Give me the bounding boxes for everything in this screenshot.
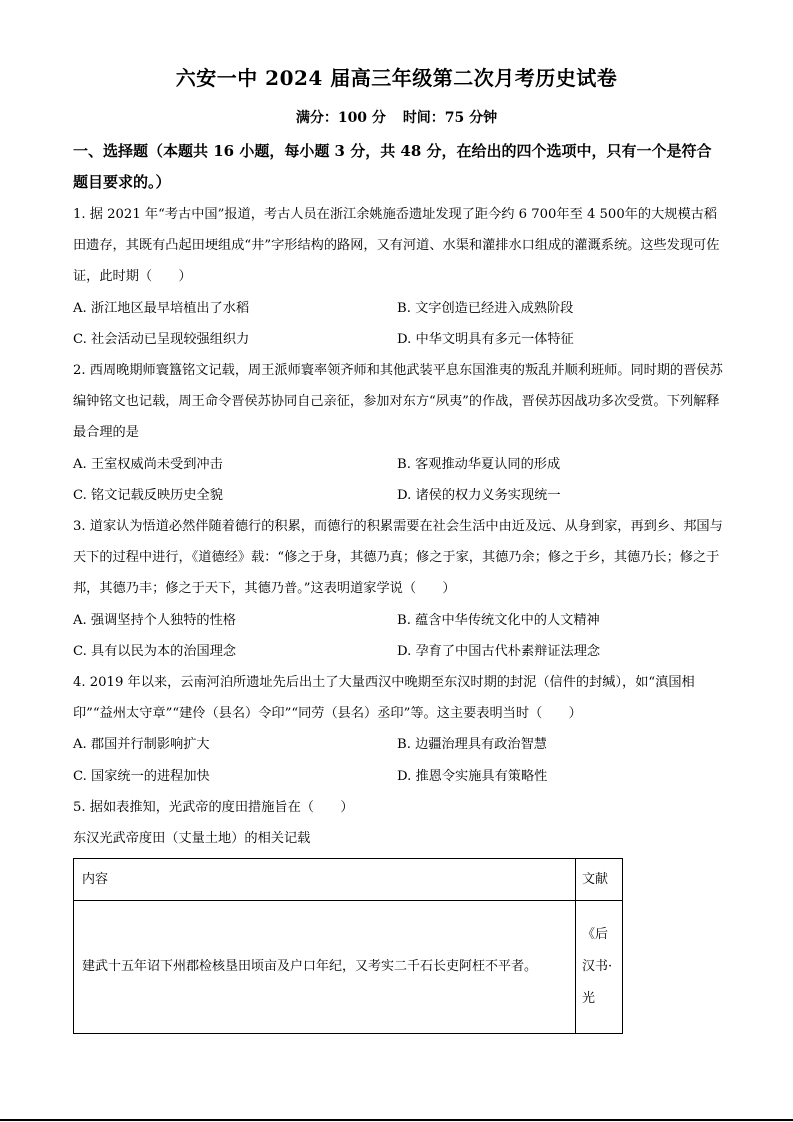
q2-option-c: C. 铭文记载反映历史全貌 <box>73 487 223 503</box>
q1-option-a: A. 浙江地区最早培植出了水稻 <box>73 300 250 316</box>
q4-option-d: D. 推恩令实施具有策略性 <box>397 768 548 784</box>
question-1-options <box>73 293 723 355</box>
q3-option-b: B. 蕴含中华传统文化中的人文精神 <box>397 612 600 628</box>
q1-option-b: B. 文字创造已经进入成熟阶段 <box>397 300 574 316</box>
question-1-stem: 1. 据 2021 年“考古中国”报道，考古人员在浙江余姚施岙遗址发现了距今约 6 700年至 4 500年的大规模古稻田遗存，其既有凸起田埂组成“井”字形结构的路网，又有河道、水渠和灌排水口组成的灌溉系统。这些发现可佐证，此时期（ ） <box>73 207 720 285</box>
section-heading: 一、选择题（本题共 16 小题，每小题 3 分，共 48 分，在给出的四个选项中，只有一个是符合题目要求的。） <box>73 142 712 191</box>
q3-option-c: C. 具有以民为本的治国理念 <box>73 643 237 659</box>
q4-option-a: A. 郡国并行制影响扩大 <box>73 737 210 753</box>
row-source-cell: 《后汉书·光 <box>576 901 623 1034</box>
q2-option-d: D. 诸侯的权力义务实现统一 <box>397 487 561 503</box>
q1-option-c: C. 社会活动已呈现较强组织力 <box>73 331 250 347</box>
q4-option-b: B. 边疆治理具有政治智慧 <box>397 737 547 753</box>
question-5-stem: 5. 据如表推知，光武帝的度田措施旨在（ ） <box>73 799 354 815</box>
question-4-options <box>73 729 723 791</box>
q2-option-b: B. 客观推动华夏认同的形成 <box>397 456 561 472</box>
q3-option-d: D. 孕育了中国古代朴素辩证法理念 <box>397 643 601 659</box>
table-row <box>74 901 623 1034</box>
q1-option-d: D. 中华文明具有多元一体特征 <box>397 331 574 347</box>
question-3-options <box>73 605 723 667</box>
questions-area <box>73 199 723 1034</box>
q4-option-c: C. 国家统一的进程加快 <box>73 768 210 784</box>
question-2-stem: 2. 西周晚期师寰簋铭文记载，周王派师寰率领齐师和其他武装平息东国淮夷的叛乱并顺利班师。同时期的晋侯苏编钟铭文也记载，周王命令晋侯苏协同自己亲征，参加对东方“夙夷”的作战，晋侯苏因战功多次受赏。下列解释最合理的是 <box>73 363 723 441</box>
table-caption: 东汉光武帝度田（丈量土地）的相关记载 <box>73 831 311 847</box>
full-score: 满分：100 分 <box>295 110 386 126</box>
header-content-cell: 内容 <box>74 859 576 901</box>
records-table <box>73 858 623 1034</box>
q2-option-a: A. 王室权威尚未受到冲击 <box>73 456 223 472</box>
question-2-options <box>73 449 723 511</box>
q3-option-a: A. 强调坚持个人独特的性格 <box>73 612 236 628</box>
question-4-stem: 4. 2019 年以来，云南河泊所遗址先后出土了大量西汉中晚期至东汉时期的封泥（信件的封缄），如“滇国相印”“益州太守章”“建伶（县名）令印”“同劳（县名）丞印”等。这主要表明当时（ ） <box>73 675 695 722</box>
question-3-stem: 3. 道家认为悟道必然伴随着德行的积累，而德行的积累需要在社会生活中由近及远、从身到家，再到乡、邦国与天下的过程中进行，《道德经》载：“修之于身，其德乃真；修之于家，其德乃余；修之于乡，其德乃长；修之于邦，其德乃丰；修之于天下，其德乃普。”这表明道家学说（ ） <box>73 519 723 597</box>
exam-time: 时间：75 分钟 <box>402 110 498 126</box>
table-header-row <box>74 859 623 901</box>
exam-title: 六安一中 2024 届高三年级第二次月考历史试卷 <box>175 66 618 90</box>
exam-meta <box>0 107 793 127</box>
header-source-cell: 文献 <box>576 859 623 901</box>
page-bottom-divider <box>0 1119 793 1121</box>
row-content-cell: 建武十五年诏下州郡检核垦田顷亩及户口年纪，又考实二千石长吏阿枉不平者。 <box>74 901 576 1034</box>
